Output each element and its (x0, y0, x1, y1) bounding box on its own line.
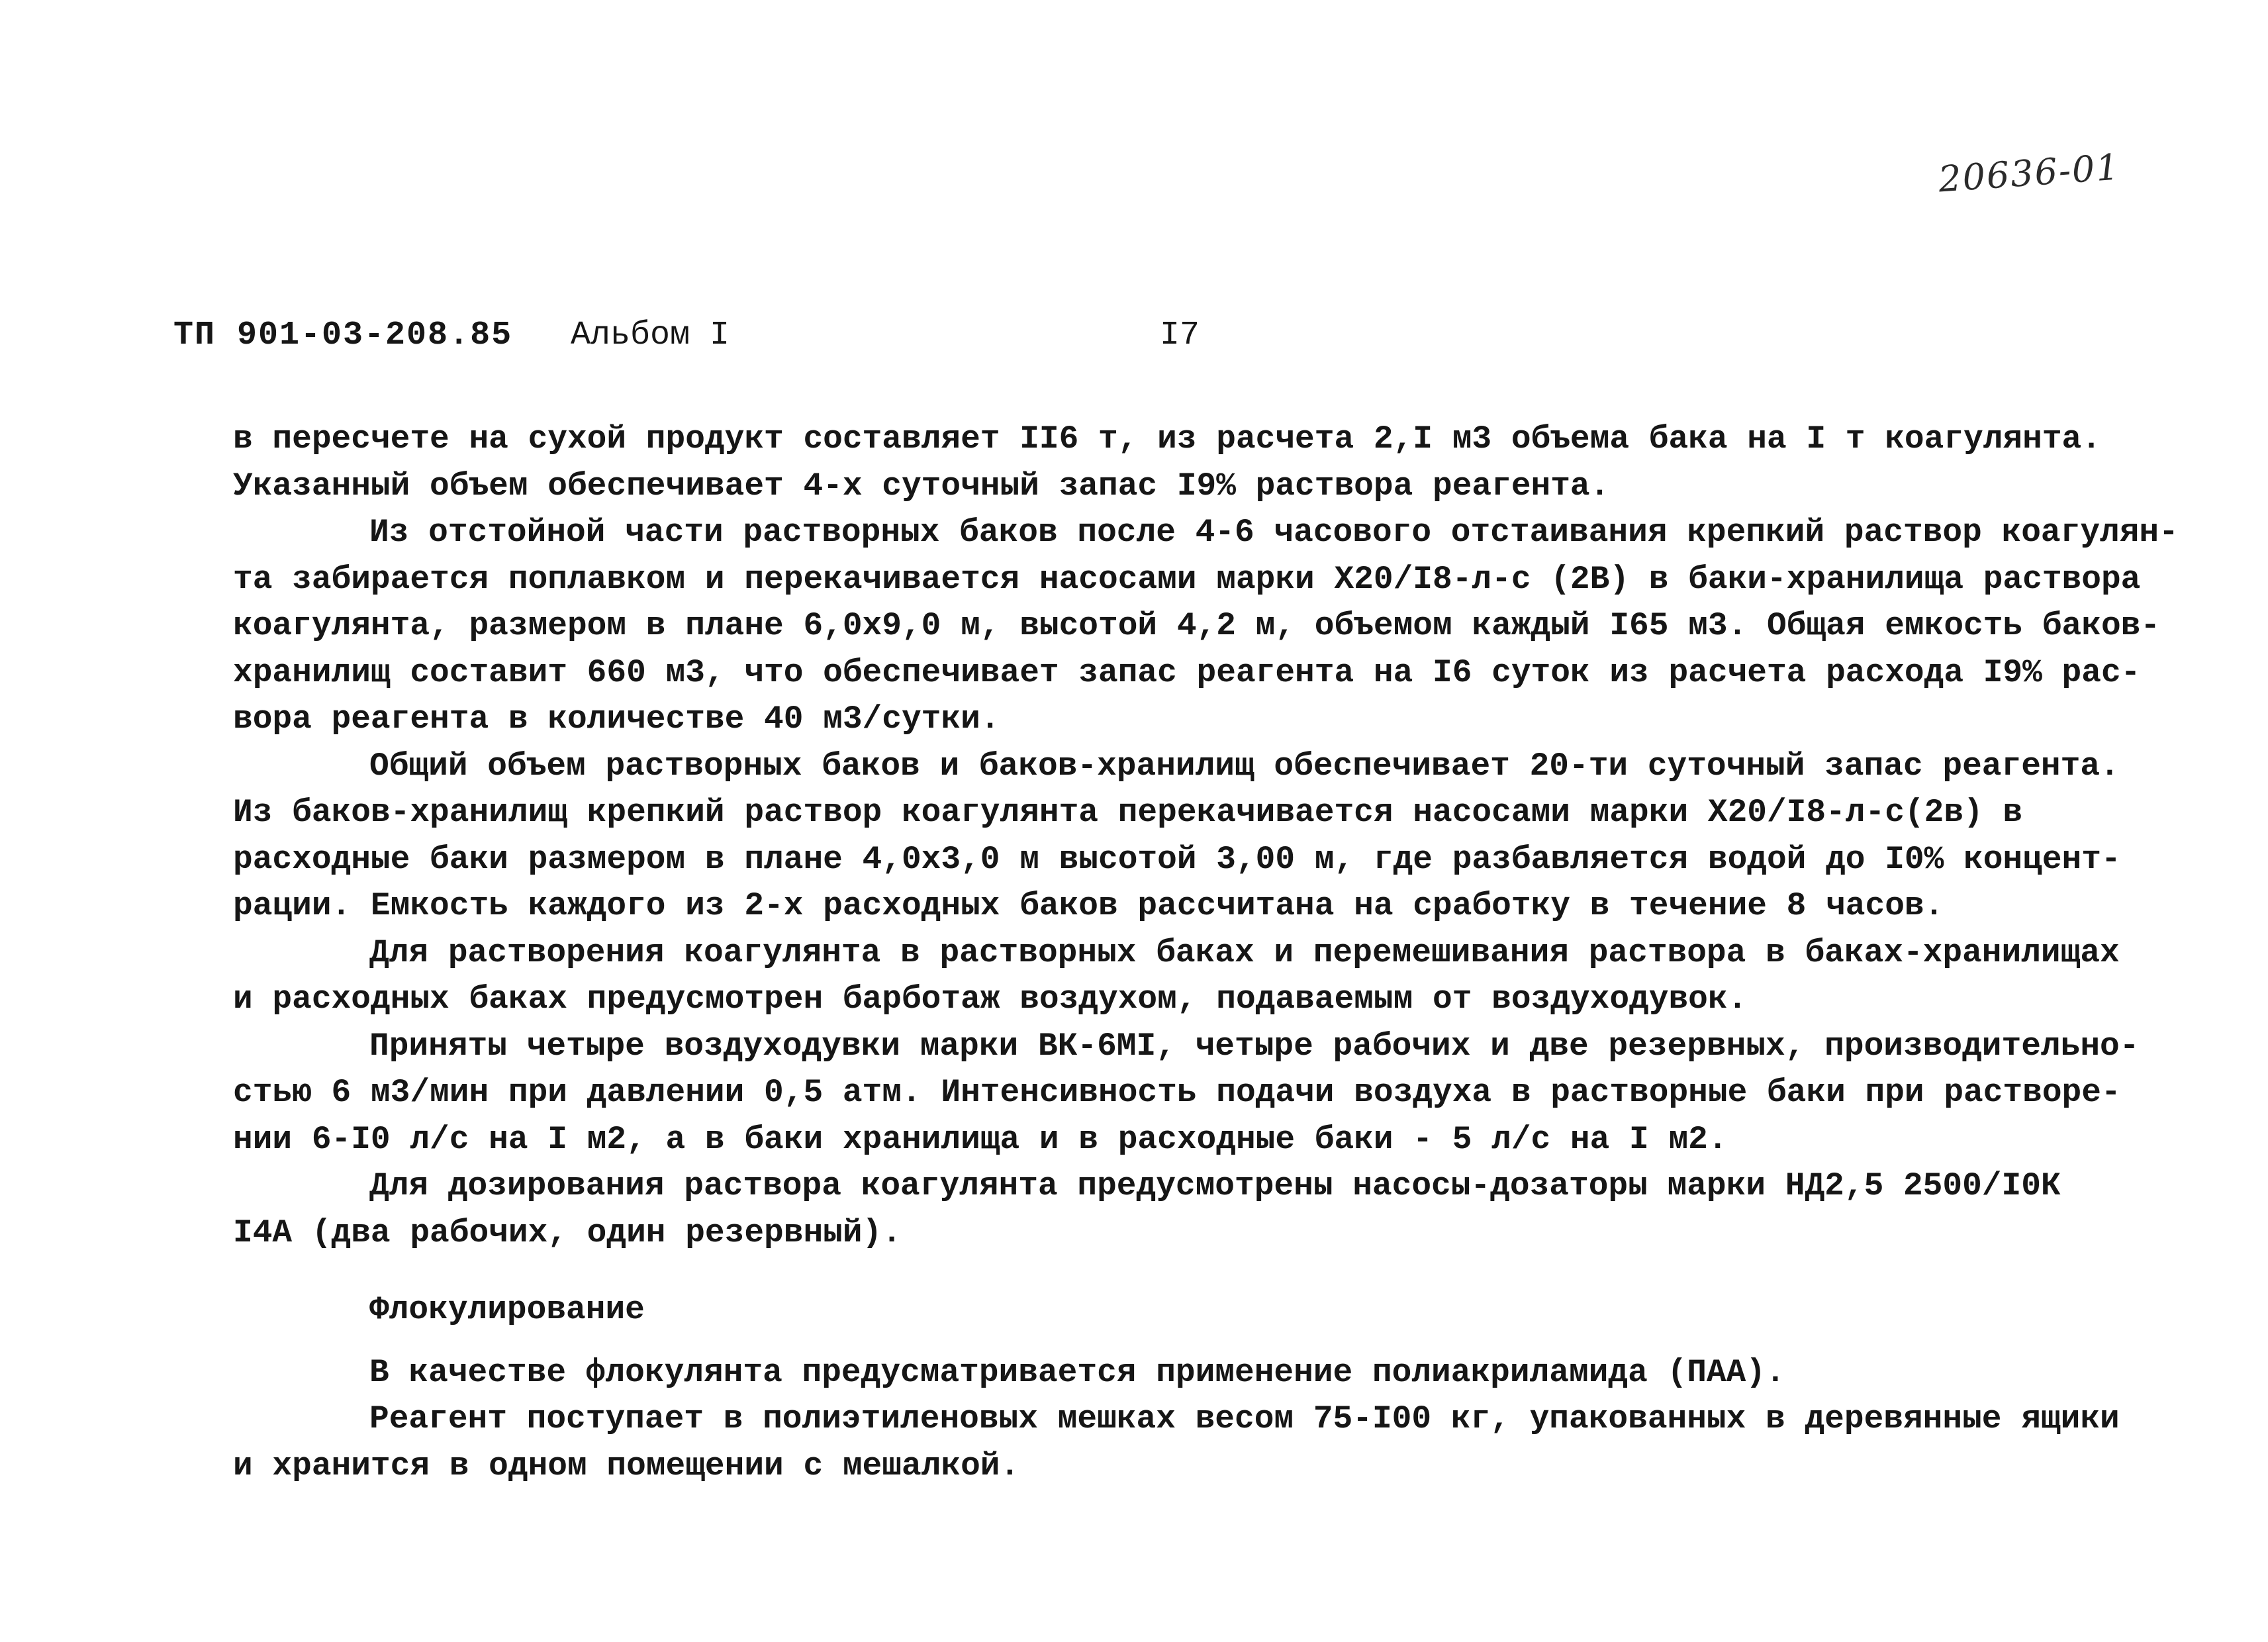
text-line: и хранится в одном помещении с мешалкой. (233, 1447, 1020, 1484)
text-line: вора реагента в количестве 40 м3/сутки. (233, 700, 1000, 738)
spacer (233, 1256, 2100, 1286)
text-line: коагулянта, размером в плане 6,0х9,0 м, высотой 4,2 м, объемом каждый I65 м3. Общая емкость баков- (233, 607, 2161, 644)
text-line: та забирается поплавком и перекачивается насосами марки Х20/I8-л-с (2В) в баки-хранилища раствора (233, 560, 2141, 598)
paragraph-start: Общий объем растворных баков и баков-хранилищ обеспечивает 20-ти суточный запас реагента. (369, 747, 2120, 785)
text-line: в пересчете на сухой продукт составляет II6 т, из расчета 2,I м3 объема бака на I т коагулянта. (233, 420, 2101, 458)
text-line: и расходных баках предусмотрен барботаж воздухом, подаваемым от воздуходувок. (233, 981, 1748, 1018)
text-line: рации. Емкость каждого из 2-х расходных баков рассчитана на сработку в течение 8 часов. (233, 887, 1944, 924)
paragraph-start: Из отстойной части растворных баков после 4-6 часового отстаивания крепкий раствор коагулян- (369, 514, 2179, 551)
text-line: I4А (два рабочих, один резервный). (233, 1214, 902, 1251)
document-body (233, 416, 2179, 1489)
paragraph-start: Для дозирования раствора коагулянта предусмотрены насосы-дозаторы марки НД2,5 2500/I0К (369, 1167, 2061, 1204)
text-line: нии 6-I0 л/с на I м2, а в баки хранилища и в расходные баки - 5 л/с на I м2. (233, 1120, 1728, 1158)
text-line: Указанный объем обеспечивает 4-х суточный запас I9% раствора реагента. (233, 467, 1610, 505)
paragraph-start: Приняты четыре воздуходувки марки ВК-6МI, четыре рабочих и две резервных, производительно- (369, 1027, 2140, 1065)
spacer (233, 1333, 2100, 1349)
document-code: ТП 901-03-208.85 (173, 316, 513, 354)
text-line: хранилищ составит 660 м3, что обеспечивает запас реагента на I6 суток из расчета расхода I9% рас- (233, 653, 2141, 691)
paragraph-start: Реагент поступает в полиэтиленовых мешках весом 75-I00 кг, упакованных в деревянные ящики (369, 1400, 2120, 1437)
page-header (173, 316, 2159, 369)
text-line: стью 6 м3/мин при давлении 0,5 атм. Интенсивность подачи воздуха в растворные баки при растворе- (233, 1074, 2121, 1111)
album-label: Альбом I (571, 316, 730, 354)
text-line: расходные баки размером в плане 4,0х3,0 м высотой 3,00 м, где разбавляется водой до I0% концент- (233, 840, 2121, 878)
section-heading: Флокулирование (369, 1291, 645, 1328)
paragraph-start: В качестве флокулянта предусматривается применение полиакриламида (ПАА). (369, 1353, 1785, 1391)
page-number: I7 (1160, 316, 1200, 354)
paragraph-start: Для растворения коагулянта в растворных баках и перемешивания раствора в баках-хранилищах (369, 934, 2120, 971)
archive-stamp: 20636-01 (1937, 146, 2122, 201)
text-line: Из баков-хранилищ крепкий раствор коагулянта перекачивается насосами марки Х20/I8-л-с(2в) в (233, 794, 2023, 831)
